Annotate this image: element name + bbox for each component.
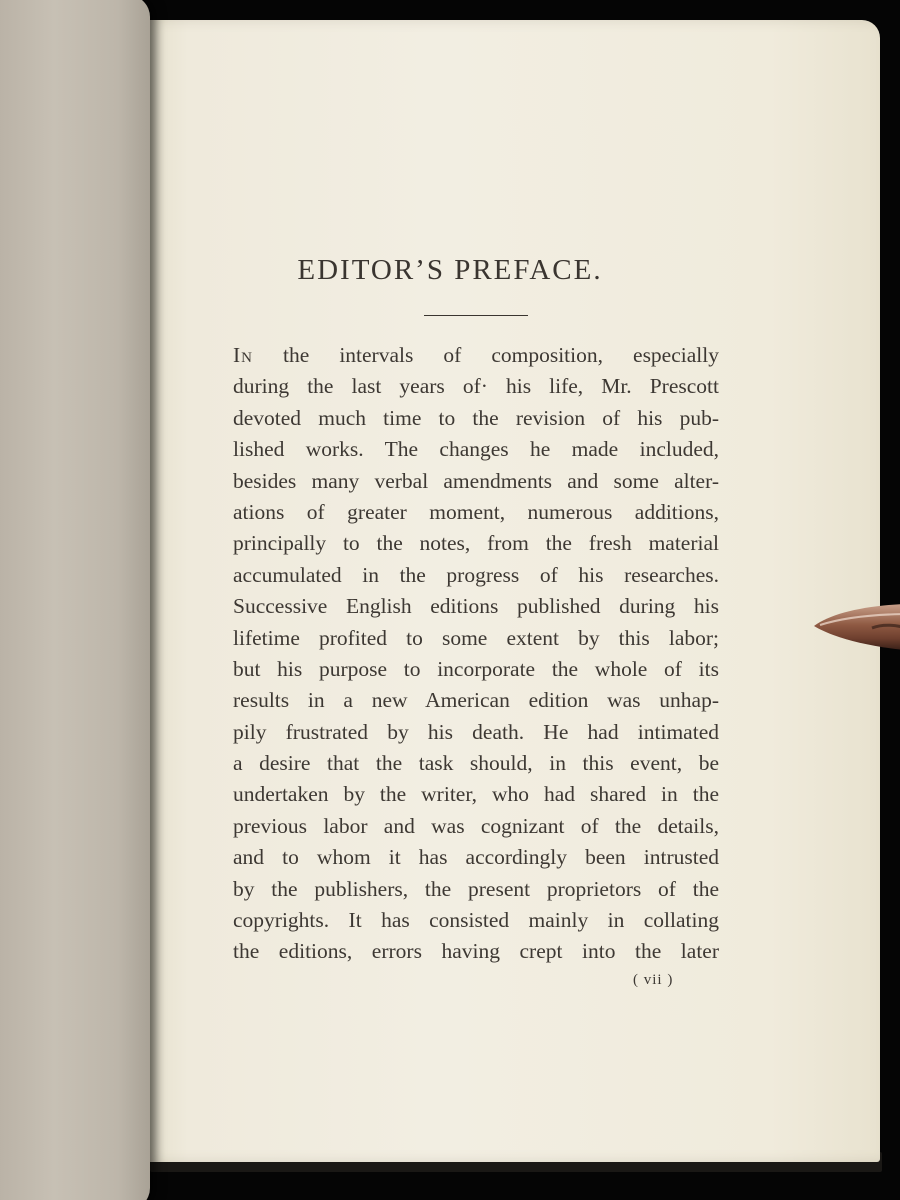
text-line: copyrights. It has consisted mainly in collating	[233, 908, 719, 933]
text-line: during the last years of· his life, Mr. Prescott	[233, 374, 719, 399]
page-number: ( vii )	[633, 972, 674, 988]
text-line: a desire that the task should, in this event, be	[233, 751, 719, 776]
text-line: but his purpose to incorporate the whole of its	[233, 656, 719, 681]
text-line: lifetime profited to some extent by this labor;	[233, 625, 719, 650]
text-line: lished works. The changes he made included,	[233, 437, 719, 462]
text-line: besides many verbal amendments and some alter-	[233, 468, 719, 493]
text-line: accumulated in the progress of his researches.	[233, 562, 719, 587]
text-line: ations of greater moment, numerous additions,	[233, 499, 719, 524]
text-line: results in a new American edition was unhap-	[233, 688, 719, 713]
text-line: by the publishers, the present proprietors of the	[233, 876, 719, 901]
left-page-leaf	[0, 0, 150, 1200]
copper-clip-icon	[812, 600, 900, 656]
text-line: undertaken by the writer, who had shared in the	[233, 782, 719, 807]
first-line-rest: the intervals of composition, especially	[253, 343, 719, 367]
text-line: and to whom it has accordingly been intrusted	[233, 845, 719, 870]
drop-word: In	[233, 343, 253, 367]
text-line: Successive English editions published during his	[233, 594, 719, 619]
text-line: principally to the notes, from the fresh material	[233, 531, 719, 556]
text-line	[233, 340, 719, 371]
text-line: the editions, errors having crept into the later	[233, 939, 719, 964]
text-line: devoted much time to the revision of his pub-	[233, 405, 719, 430]
page-title: EDITOR’S PREFACE.	[297, 254, 603, 286]
body-text	[233, 340, 719, 968]
text-line: pily frustrated by his death. He had intimated	[233, 719, 719, 744]
text-line: previous labor and was cognizant of the details,	[233, 813, 719, 838]
title-rule	[424, 315, 528, 316]
